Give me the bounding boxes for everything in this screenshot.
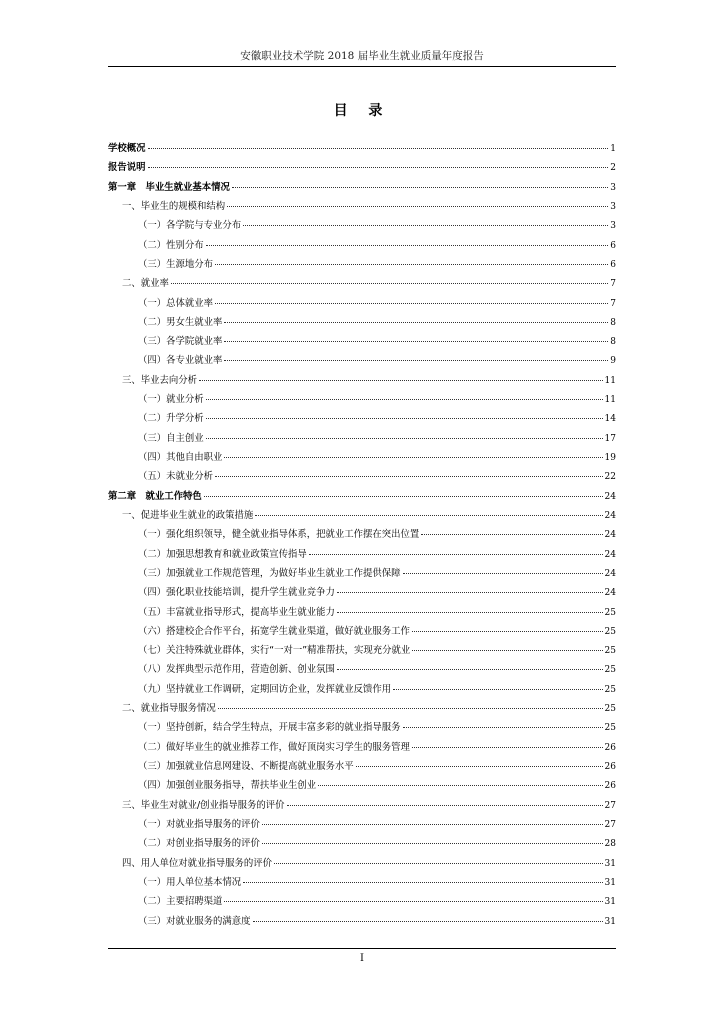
toc-entry[interactable] xyxy=(108,467,616,486)
toc-entry-title: 二、就业率 xyxy=(122,278,169,290)
toc-entry-title: （一）总体就业率 xyxy=(138,297,214,309)
toc-leader-dots xyxy=(232,187,608,188)
toc-leader-dots xyxy=(224,360,608,361)
toc-entry-title: （一）对就业指导服务的评价 xyxy=(138,818,260,830)
toc-entry-page: 3 xyxy=(610,182,616,193)
toc-entry[interactable] xyxy=(108,409,616,428)
toc-entry-title: 三、毕业去向分析 xyxy=(122,374,198,386)
toc-leader-dots xyxy=(224,901,602,902)
toc-entry-title: （四）各专业就业率 xyxy=(138,355,223,367)
toc-entry[interactable] xyxy=(108,506,616,525)
toc-leader-dots xyxy=(148,148,609,149)
toc-entry[interactable] xyxy=(108,699,616,718)
toc-entry-title: （三）加强就业工作规范管理，为做好毕业生就业工作提供保障 xyxy=(138,567,401,579)
toc-entry[interactable] xyxy=(108,873,616,892)
toc-leader-dots xyxy=(206,399,603,400)
toc-entry-page: 8 xyxy=(610,337,616,348)
toc-entry-title: （三）自主创业 xyxy=(138,432,204,444)
toc-leader-dots xyxy=(206,245,609,246)
toc-entry[interactable] xyxy=(108,178,616,197)
toc-entry[interactable] xyxy=(108,332,616,351)
toc-entry-page: 24 xyxy=(604,568,616,579)
toc-entry-page: 26 xyxy=(604,781,616,792)
toc-entry[interactable] xyxy=(108,641,616,660)
toc-entry-title: 二、就业指导服务情况 xyxy=(122,703,216,715)
toc-entry[interactable] xyxy=(108,371,616,390)
toc-entry[interactable] xyxy=(108,545,616,564)
toc-entry-title: （二）主要招聘渠道 xyxy=(138,896,223,908)
toc-entry-page: 31 xyxy=(604,858,616,869)
toc-leader-dots xyxy=(274,863,603,864)
toc-entry[interactable] xyxy=(108,255,616,274)
toc-entry-page: 25 xyxy=(604,723,616,734)
toc-entry-page: 9 xyxy=(610,356,616,367)
toc-entry[interactable] xyxy=(108,197,616,216)
toc-entry-title: 三、毕业生对就业/创业指导服务的评价 xyxy=(122,799,285,811)
page-number: I xyxy=(360,953,364,964)
toc-entry-page: 24 xyxy=(604,491,616,502)
toc-leader-dots xyxy=(206,418,603,419)
toc-entry-title: （五）丰富就业指导形式，提高毕业生就业能力 xyxy=(138,606,335,618)
toc-entry[interactable] xyxy=(108,892,616,911)
toc-entry[interactable] xyxy=(108,351,616,370)
toc-entry[interactable] xyxy=(108,854,616,873)
toc-entry-page: 31 xyxy=(604,877,616,888)
toc-leader-dots xyxy=(412,747,603,748)
toc-leader-dots xyxy=(403,727,603,728)
toc-entry-title: （二）对创业指导服务的评价 xyxy=(138,838,260,850)
toc-entry-page: 3 xyxy=(610,221,616,232)
toc-entry[interactable] xyxy=(108,448,616,467)
toc-entry-page: 25 xyxy=(604,607,616,618)
toc-entry-page: 11 xyxy=(604,375,616,386)
toc-entry-page: 27 xyxy=(604,800,616,811)
toc-entry-title: 一、促进毕业生就业的政策措施 xyxy=(122,509,254,521)
toc-entry-title: 第二章 就业工作特色 xyxy=(108,490,202,502)
toc-entry-page: 14 xyxy=(604,414,616,425)
toc-entry-title: （五）未就业分析 xyxy=(138,471,214,483)
toc-entry-page: 25 xyxy=(604,704,616,715)
toc-entry-page: 26 xyxy=(604,742,616,753)
toc-entry[interactable] xyxy=(108,757,616,776)
toc-entry[interactable] xyxy=(108,236,616,255)
toc-leader-dots xyxy=(199,380,603,381)
toc-entry[interactable] xyxy=(108,583,616,602)
toc-entry[interactable] xyxy=(108,158,616,177)
toc-entry-title: 报告说明 xyxy=(108,162,146,174)
toc-entry[interactable] xyxy=(108,738,616,757)
toc-leader-dots xyxy=(224,341,608,342)
toc-entry-page: 19 xyxy=(604,453,616,463)
toc-leader-dots xyxy=(215,303,608,304)
toc-entry-page: 24 xyxy=(604,588,616,599)
toc-entry-title: （三）各学院就业率 xyxy=(138,336,223,348)
toc-leader-dots xyxy=(403,573,603,574)
toc-entry-page: 17 xyxy=(604,433,616,444)
toc-entry-page: 25 xyxy=(604,665,616,676)
toc-entry[interactable] xyxy=(108,776,616,795)
toc-leader-dots xyxy=(204,496,603,497)
toc-leader-dots xyxy=(309,554,603,555)
toc-entry-title: （二）男女生就业率 xyxy=(138,316,223,328)
toc-entry-page: 7 xyxy=(610,298,616,309)
toc-entry-page: 11 xyxy=(604,395,616,406)
toc-entry-title: （一）用人单位基本情况 xyxy=(138,876,242,888)
toc-entry-title: 一、毕业生的规模和结构 xyxy=(122,200,226,212)
toc-entry[interactable] xyxy=(108,525,616,544)
toc-entry-page: 31 xyxy=(604,897,616,908)
toc-entry-page: 24 xyxy=(604,530,616,541)
toc-entry-title: （八）发挥典型示范作用，营造创新、创业氛围 xyxy=(138,664,335,676)
toc-entry[interactable] xyxy=(108,294,616,313)
toc-leader-dots xyxy=(337,669,603,670)
toc-leader-dots xyxy=(337,612,603,613)
toc-leader-dots xyxy=(218,708,603,709)
toc-entry-title: （一）坚持创新，结合学生特点，开展丰富多彩的就业指导服务 xyxy=(138,722,401,734)
toc-entry-page: 27 xyxy=(604,819,616,830)
toc-entry-title: 第一章 毕业生就业基本情况 xyxy=(108,181,230,193)
toc-entry[interactable] xyxy=(108,429,616,448)
toc-entry-page: 6 xyxy=(610,240,616,251)
toc-entry-page: 22 xyxy=(604,472,616,483)
toc-entry-page: 25 xyxy=(604,684,616,695)
toc-entry-page: 1 xyxy=(610,144,616,154)
toc-entry-page: 26 xyxy=(604,762,616,772)
toc-leader-dots xyxy=(393,689,602,690)
toc-entry[interactable] xyxy=(108,313,616,332)
toc-leader-dots xyxy=(215,476,603,477)
toc-entry-title: （二）加强思想教育和就业政策宣传指导 xyxy=(138,548,307,560)
toc-entry[interactable] xyxy=(108,564,616,583)
toc-entry[interactable] xyxy=(108,487,616,506)
toc-leader-dots xyxy=(318,785,602,786)
toc-entry-page: 2 xyxy=(610,163,616,174)
toc-leader-dots xyxy=(262,824,603,825)
toc-entry-title: （二）性别分布 xyxy=(138,239,204,251)
header-divider xyxy=(108,66,616,67)
toc-entry[interactable] xyxy=(108,680,616,699)
toc-entry-page: 24 xyxy=(604,549,616,560)
toc-entry[interactable] xyxy=(108,139,616,158)
toc-entry-page: 8 xyxy=(610,317,616,328)
toc-entry-page: 6 xyxy=(610,259,616,270)
toc-entry-title: （三）生源地分布 xyxy=(138,258,214,270)
toc-entry[interactable] xyxy=(108,912,616,931)
toc-entry-page: 25 xyxy=(604,626,616,637)
toc-entry-title: （四）强化职业技能培训，提升学生就业竞争力 xyxy=(138,587,335,599)
toc-entry-title: （三）对就业服务的满意度 xyxy=(138,915,251,927)
toc-leader-dots xyxy=(227,206,608,207)
toc-entry-title: （二）做好毕业生的就业推荐工作，做好顶岗实习学生的服务管理 xyxy=(138,741,410,753)
toc-entry-page: 24 xyxy=(604,510,616,521)
toc-entry[interactable] xyxy=(108,718,616,737)
footer-divider xyxy=(108,948,616,949)
toc-leader-dots xyxy=(255,515,602,516)
toc-leader-dots xyxy=(206,438,603,439)
toc-entry-title: （四）加强创业服务指导，帮扶毕业生创业 xyxy=(138,780,317,792)
toc-entry-title: （二）升学分析 xyxy=(138,413,204,425)
toc-entry-page: 3 xyxy=(610,201,616,212)
toc-entry-page: 7 xyxy=(610,279,616,290)
toc-leader-dots xyxy=(356,766,603,767)
toc-entry-title: （六）搭建校企合作平台，拓宽学生就业渠道，做好就业服务工作 xyxy=(138,625,410,637)
toc-leader-dots xyxy=(412,631,603,632)
toc-leader-dots xyxy=(337,592,603,593)
toc-leader-dots xyxy=(243,882,602,883)
toc-leader-dots xyxy=(287,805,603,806)
table-of-contents xyxy=(108,139,616,931)
toc-leader-dots xyxy=(421,534,602,535)
toc-entry-title: （七）关注特殊就业群体，实行“一对一”精准帮扶，实现充分就业 xyxy=(138,645,411,657)
toc-entry-title: （一）就业分析 xyxy=(138,394,204,406)
toc-entry-title: 学校概况 xyxy=(108,143,146,154)
toc-entry[interactable] xyxy=(108,796,616,815)
toc-leader-dots xyxy=(215,264,608,265)
toc-leader-dots xyxy=(412,650,602,651)
running-header: 安徽职业技术学院 2018 届毕业生就业质量年度报告 xyxy=(240,50,484,62)
toc-leader-dots xyxy=(243,225,608,226)
toc-leader-dots xyxy=(224,457,602,458)
toc-entry[interactable] xyxy=(108,216,616,235)
toc-entry[interactable] xyxy=(108,274,616,293)
toc-entry-page: 25 xyxy=(604,646,616,657)
toc-entry[interactable] xyxy=(108,660,616,679)
toc-entry-title: （三）加强就业信息网建设、不断提高就业服务水平 xyxy=(138,761,354,772)
toc-entry[interactable] xyxy=(108,834,616,853)
toc-leader-dots xyxy=(224,322,608,323)
toc-entry-title: （九）坚持就业工作调研，定期回访企业，发挥就业反馈作用 xyxy=(138,683,392,695)
toc-entry-page: 28 xyxy=(604,839,616,850)
toc-entry[interactable] xyxy=(108,603,616,622)
toc-leader-dots xyxy=(171,283,608,284)
toc-entry[interactable] xyxy=(108,622,616,641)
toc-entry-title: （四）其他自由职业 xyxy=(138,452,223,463)
toc-entry-title: 四、用人单位对就业指导服务的评价 xyxy=(122,857,273,869)
toc-entry[interactable] xyxy=(108,390,616,409)
toc-entry-title: （一）强化组织领导，健全就业指导体系，把就业工作摆在突出位置 xyxy=(138,529,420,541)
toc-entry[interactable] xyxy=(108,815,616,834)
toc-leader-dots xyxy=(253,921,603,922)
toc-leader-dots xyxy=(148,167,609,168)
toc-entry-title: （一）各学院与专业分布 xyxy=(138,220,242,232)
toc-entry-page: 31 xyxy=(604,916,616,927)
toc-title: 目 录 xyxy=(333,103,391,119)
toc-leader-dots xyxy=(262,843,603,844)
